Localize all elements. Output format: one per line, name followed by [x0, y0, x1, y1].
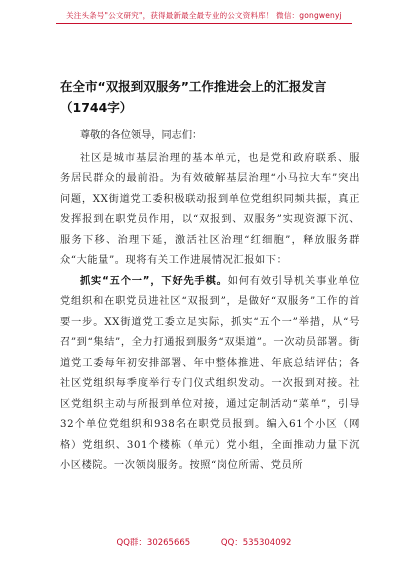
footer-qq-group: QQ群：30265665: [116, 538, 191, 548]
section-1-heading: 抓实“五个一”，下好先手棋。: [80, 275, 228, 287]
section-1-text: 如何有效引导机关事业单位党组织和在职党员进社区“双报到”，是做好“双服务”工作的首要一步。XX街道党工委立足实际，抓实“五个一”举措，从“号召”到“集结”，全力打通报到服务“双渠道”。一次动员部署。街道党工委每年初安排部署、年中整体推进、年底总结评估；各社区党组织每季度举行专门仪式组织发动。一次报到对接。社区党组织主动与所报到单位对接，通过定制活动“菜单”，引导32个单位党组织和938名在职党员报到。编入61个小区（网格）党组织、301个楼栋（单元）党小组，全面推动力量下沉小区楼院。一次领岗服务。按照“岗位所需、党员所: [60, 275, 360, 471]
paragraph-intro: 社区是城市基层治理的基本单元，也是党和政府联系、服务居民群众的最前沿。为有效破解基层治理“小马拉大车”突出问题，XX街道党工委积极联动报到单位党组织同频共振，真正发挥报到在职党员作用，以“双报到、双服务”实现资源下沉、服务下移、治理下延，激活社区治理“红细胞”，释放服务群众“大能量”。现将有关工作进展情况汇报如下：: [60, 152, 360, 266]
footer-contact: [0, 536, 408, 548]
paragraph-section-1: [60, 272, 360, 477]
header-divider: [56, 23, 352, 24]
salutation: 尊敬的各位领导，同志们：: [80, 130, 203, 141]
header-banner: 关注头条号"公文研究"，获得最新最全最专业的公文资料库！ 微信：gongwenyj: [66, 11, 342, 20]
document-title: 在全市“双报到双服务”工作推进会上的汇报发言（1744字）: [60, 79, 327, 115]
footer-qq: QQ：535304092: [220, 538, 292, 548]
document-body: [60, 126, 360, 477]
